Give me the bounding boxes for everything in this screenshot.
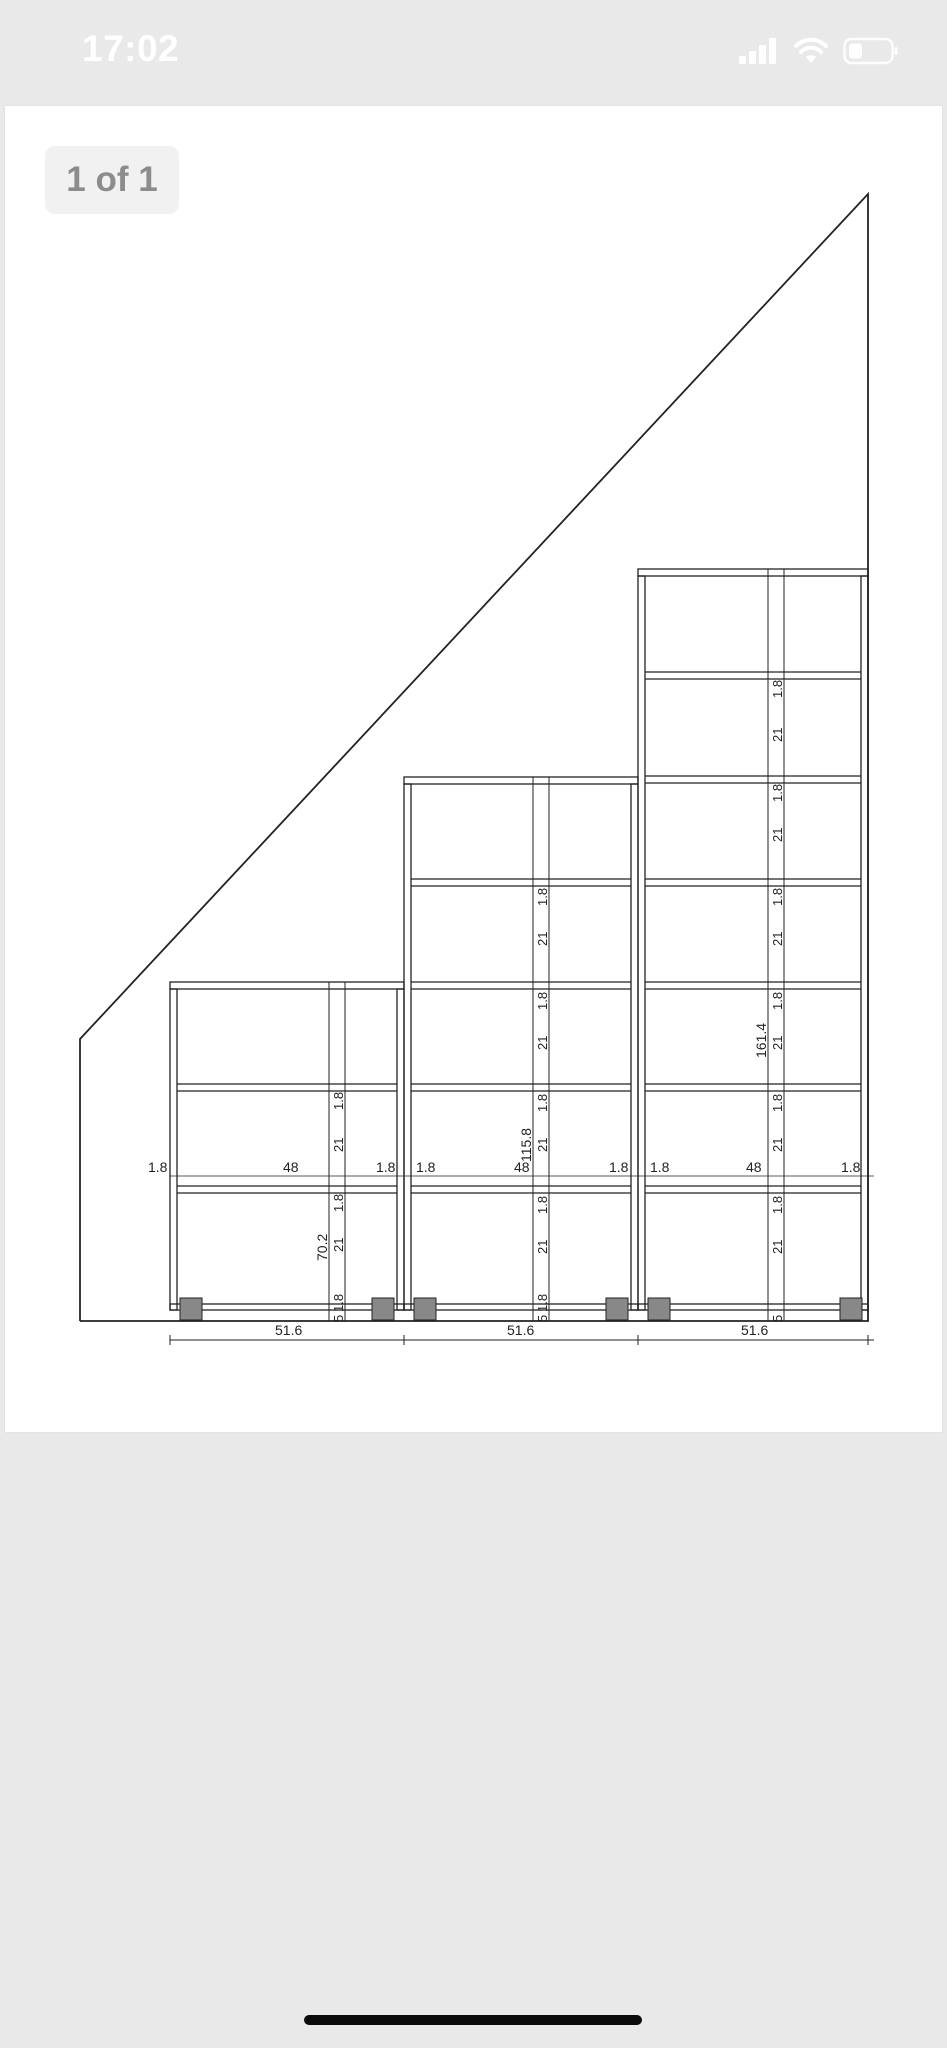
dim-space-1: 21 [331,1137,346,1152]
dim-shelf-1: 1.8 [331,1091,346,1110]
dim-height-right: 161.4 [753,1022,769,1058]
dim-side-left-1: 1.8 [148,1159,168,1175]
dim-shelf-m4: 1.8 [535,1195,550,1214]
dim-shelf-m1: 1.8 [535,887,550,906]
dim-foot-r: 5 [770,1314,785,1322]
dim-foot-m: 5 [535,1314,550,1322]
dim-space-m3: 21 [535,1137,550,1152]
dim-side-right-1: 1.8 [650,1159,670,1175]
dim-space-m1: 21 [535,931,550,946]
dim-space-r1: 21 [770,727,785,742]
status-bar [0,0,947,104]
dim-width-left: 51.6 [275,1322,303,1338]
battery-icon [843,37,899,65]
dim-shelf-r3: 1.8 [770,887,785,906]
shelf-unit-middle [404,777,638,1310]
dim-shelf-m2: 1.8 [535,991,550,1010]
dim-shelf-3: 1.8 [331,1293,346,1312]
dim-inner-mid: 48 [514,1159,530,1175]
shelf-unit-left [170,982,404,1310]
dim-space-r2: 21 [770,827,785,842]
shelf-feet [180,1298,862,1320]
dim-inner-left: 48 [283,1159,299,1175]
shelf-unit-right [638,569,868,1310]
dim-side-left-2: 1.8 [376,1159,396,1175]
wifi-icon [793,37,829,65]
dim-width-right: 51.6 [741,1322,769,1338]
dim-space-r4: 21 [770,1035,785,1050]
dim-space-m2: 21 [535,1035,550,1050]
dim-side-right-2: 1.8 [841,1159,861,1175]
dim-shelf-2: 1.8 [331,1193,346,1212]
dim-height-left: 70.2 [314,1233,330,1261]
dim-space-m4: 21 [535,1239,550,1254]
dim-shelf-r6: 1.8 [770,1195,785,1214]
dim-shelf-r2: 1.8 [770,783,785,802]
dim-shelf-r4: 1.8 [770,991,785,1010]
dim-space-2: 21 [331,1237,346,1252]
dim-inner-right: 48 [746,1159,762,1175]
dim-height-mid: 115.8 [518,1128,534,1162]
dim-width-mid: 51.6 [507,1322,535,1338]
document-page[interactable] [5,106,942,1432]
stair-outline [80,194,868,1321]
status-time: 17:02 [82,28,180,69]
dim-shelf-r5: 1.8 [770,1093,785,1112]
dim-foot-1: 5 [331,1314,346,1322]
dim-space-r6: 21 [770,1239,785,1254]
page-indicator: 1 of 1 [45,146,179,214]
status-icons [739,36,899,66]
home-indicator[interactable] [304,2015,642,2025]
dim-space-r3: 21 [770,931,785,946]
dim-shelf-m5: 1.8 [535,1293,550,1312]
dim-shelf-m3: 1.8 [535,1093,550,1112]
cellular-signal-icon [739,38,779,64]
dim-side-mid-1: 1.8 [416,1159,436,1175]
dim-shelf-r1: 1.8 [770,679,785,698]
dim-space-r5: 21 [770,1137,785,1152]
shelf-technical-drawing [5,106,942,1432]
dim-side-mid-2: 1.8 [609,1159,629,1175]
